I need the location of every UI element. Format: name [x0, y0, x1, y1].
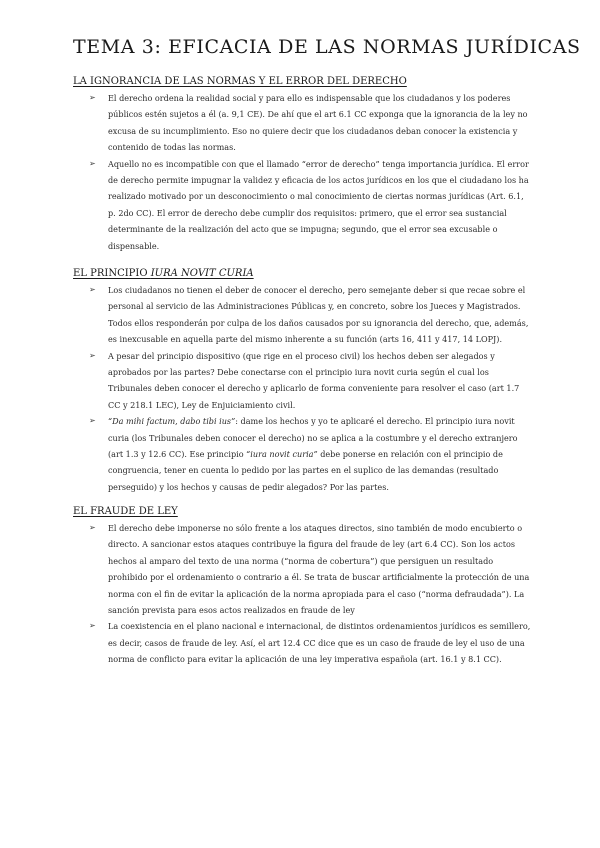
item-text: Los ciudadanos no tienen el deber de conocer el derecho, pero semejante deber si que recae sobre el personal al servicio de las Administraciones Públicas y, en concreto, sobre los Jueces y Magistrados. Todos ellos responderán por culpa de los daños causados por su ignorancia del derecho, que, además, es inexcusable en aquella parte del mismo inherente a su función (arts 16, 411 y 417, 14 LOPJ). — [108, 285, 529, 345]
list-item — [73, 90, 533, 156]
latin-maxim: “Da mihi factum, dabo tibi ius” — [108, 416, 236, 427]
list-item — [73, 413, 533, 495]
item-text — [108, 413, 533, 495]
arrow-bullet-icon: ➢ — [89, 93, 96, 102]
arrow-bullet-icon: ➢ — [89, 523, 96, 532]
item-text: Aquello no es incompatible con que el llamado “error de derecho” tenga importancia jurídica. El error de derecho permite impugnar la validez y eficacia de los actos jurídicos en los que el ciudadano los ha realizado motivado por un desconocimiento o mal conocimiento de ciertas normas jurídicas (Art. 6.1, p. 2do CC). El error de derecho debe cumplir dos requisitos: primero, que el error sea sustancial determinante de la realización del acto que se impugna; segundo, que el error sea excusable o dispensable. — [108, 158, 529, 251]
heading-prefix: EL PRINCIPIO — [73, 268, 151, 279]
page-title: TEMA 3: EFICACIA DE LAS NORMAS JURÍDICAS — [73, 36, 581, 58]
list-item — [73, 520, 533, 618]
section-heading-iura — [73, 268, 254, 279]
item-text: El derecho ordena la realidad social y para ello es indispensable que los ciudadanos y los poderes públicos estén sujetos a él (a. 9,1 CE). De ahí que el art 6.1 CC exponga que la ignorancia de la ley no excusa de su incumplimiento. Eso no quiere decir que los ciudadanos deban conocer la existencia y contenido de todas las normas. — [108, 93, 528, 153]
arrow-bullet-icon: ➢ — [89, 621, 96, 631]
section-list-iura — [73, 282, 533, 495]
arrow-bullet-icon: ➢ — [89, 158, 96, 168]
section-heading-ignorancia: LA IGNORANCIA DE LAS NORMAS Y EL ERROR DEL DERECHO — [73, 76, 407, 87]
arrow-bullet-icon: ➢ — [89, 416, 96, 426]
list-item — [73, 348, 533, 414]
item-text: La coexistencia en el plano nacional e internacional, de distintos ordenamientos jurídicos es semillero, es decir, casos de fraude de ley. Así, el art 12.4 CC dice que es un caso de fraude de ley el uso de una norma de conflicto para evitar la aplicación de una ley imperativa española (art. 16.1 y 8.1 CC). — [108, 621, 531, 665]
arrow-bullet-icon: ➢ — [89, 285, 96, 294]
item-text-part: : dame los hechos y yo te aplicaré el derecho. El principio iura novit curia (los Tribunales deben conocer el derecho) no se aplica a la costumbre y el derecho extranjero (art 1.3 y 12.6 CC). Ese principio — [108, 416, 518, 460]
item-text: El derecho debe imponerse no sólo frente a los ataques directos, sino también de modo encubierto o directo. A sancionar estos ataques contribuye la figura del fraude de ley (art 6.4 CC). Son los actos hechos al amparo del texto de una norma (“norma de cobertura”) que persiguen un resultado prohibido por el ordenamiento o contrario a él. Se trata de buscar artificialmente la protección de una norma con el fin de evitar la aplicación de la norma apropiada para el caso (“norma defraudada”). La sanción prevista para esos actos realizados en fraude de ley — [108, 523, 530, 616]
latin-principle: “iura novit curia” — [246, 449, 318, 460]
heading-italic: IURA NOVIT CURIA — [150, 268, 254, 279]
item-text: A pesar del principio dispositivo (que rige en el proceso civil) los hechos deben ser alegados y aprobados por las partes? Debe conectarse con el principio iura novit curia según el cual los Tribunales deben conocer el derecho y aplicarlo de forma conveniente para resolver el caso (art 1.7 CC y 218.1 LEC), Ley de Enjuiciamiento civil. — [108, 350, 520, 410]
section-heading-fraude: EL FRAUDE DE LEY — [73, 506, 178, 517]
section-list-ignorancia — [73, 90, 533, 254]
arrow-bullet-icon: ➢ — [89, 350, 96, 360]
list-item — [73, 618, 533, 667]
section-list-fraude — [73, 520, 533, 668]
list-item — [73, 156, 533, 254]
list-item — [73, 282, 533, 348]
item-text-part: debe ponerse en relación con el principio de congruencia, tener en cuenta lo pedido por las partes en el suplico de las demandas (resultado perseguido) y los hechos y causas de pedir alegados? Por las partes. — [108, 449, 503, 492]
